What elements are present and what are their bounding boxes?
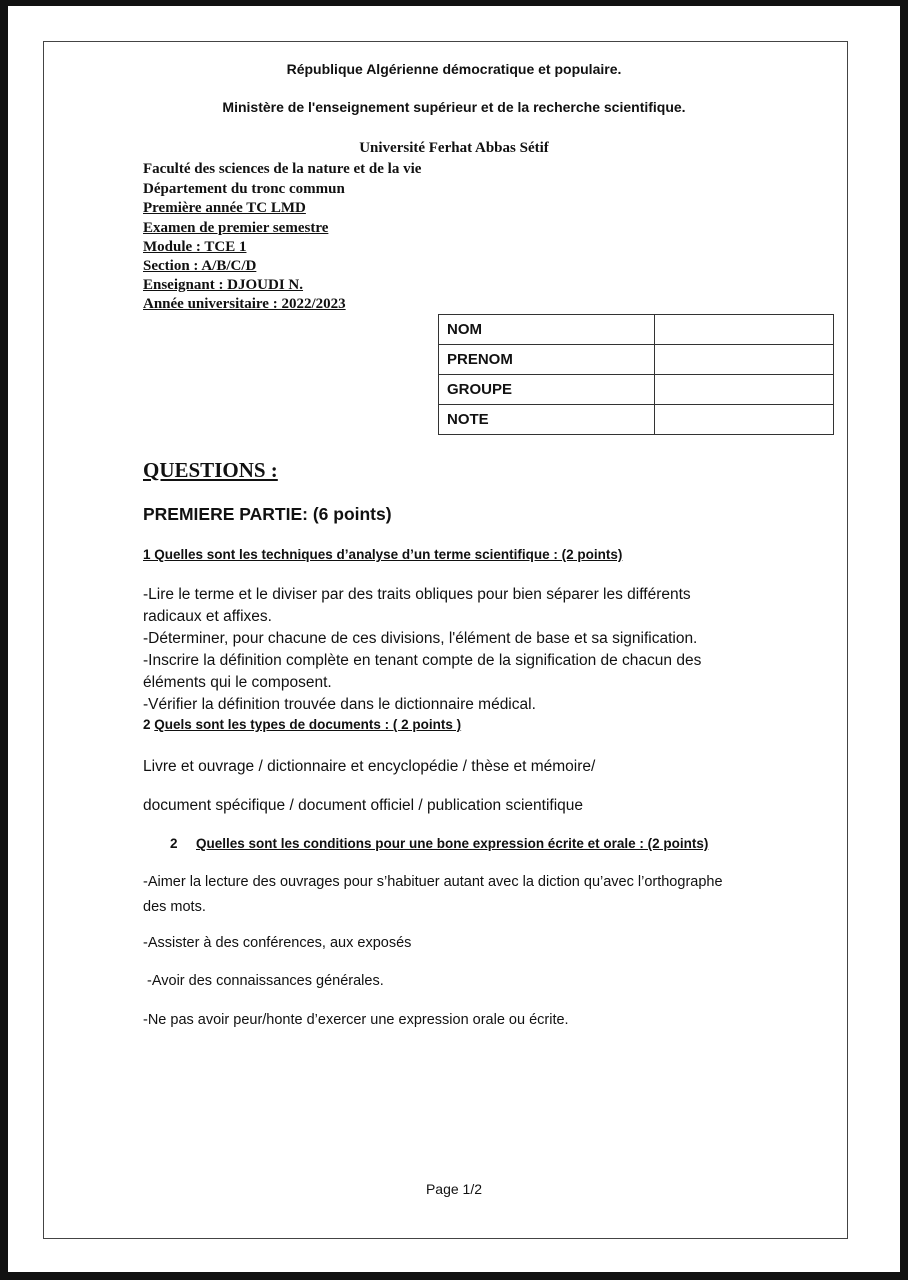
academic-year-line: Année universitaire : 2022/2023: [143, 296, 346, 312]
note-label: NOTE: [439, 405, 655, 435]
module-line: Module : TCE 1: [143, 239, 247, 255]
table-row: [439, 315, 834, 345]
note-field[interactable]: [655, 405, 834, 435]
table-row: [439, 345, 834, 375]
nom-field[interactable]: [655, 315, 834, 345]
question-2-title: [143, 717, 461, 732]
faculty-line: Faculté des sciences de la nature et de la vie: [143, 161, 422, 177]
question-3-title: [170, 836, 708, 851]
exam-page: [8, 6, 900, 1272]
nom-label: NOM: [439, 315, 655, 345]
q2-answer-line: Livre et ouvrage / dictionnaire et encyclopédie / thèse et mémoire/: [143, 758, 596, 775]
q3-answer-line: des mots.: [143, 899, 206, 915]
questions-heading: QUESTIONS :: [143, 458, 278, 482]
republic-line: République Algérienne démocratique et populaire.: [286, 61, 622, 77]
table-row: [439, 405, 834, 435]
q1-answer-line: radicaux et affixes.: [143, 608, 272, 625]
q1-answer-line: -Lire le terme et le diviser par des traits obliques pour bien séparer les différents: [143, 586, 691, 603]
teacher-line: Enseignant : DJOUDI N.: [143, 277, 304, 293]
university-name: Université Ferhat Abbas Sétif: [359, 140, 549, 156]
question-3-number: 2: [170, 836, 178, 851]
q2-answer-line: document spécifique / document officiel / publication scientifique: [143, 797, 584, 814]
question-2-text: Quels sont les types de documents : ( 2 points ): [154, 717, 462, 732]
student-identity-table: [438, 314, 834, 435]
page-number: Page 1/2: [425, 1181, 483, 1197]
section-line: Section : A/B/C/D: [143, 258, 257, 274]
year-level-line: Première année TC LMD: [143, 200, 306, 216]
q3-answer-line: -Ne pas avoir peur/honte d’exercer une expression orale ou écrite.: [143, 1012, 569, 1028]
department-line: Département du tronc commun: [143, 181, 345, 197]
q1-answer-line: éléments qui le composent.: [143, 674, 332, 691]
q3-answer-line: -Aimer la lecture des ouvrages pour s’habituer autant avec la diction qu’avec l’orthographe: [143, 874, 723, 890]
question-3-text: Quelles sont les conditions pour une bone expression écrite et orale : (2 points): [196, 836, 709, 851]
q3-answer-line: -Avoir des connaissances générales.: [143, 973, 384, 989]
exam-line: Examen de premier semestre: [143, 220, 329, 236]
groupe-field[interactable]: [655, 375, 834, 405]
part-heading: PREMIERE PARTIE: (6 points): [143, 504, 392, 524]
question-1-title: 1 Quelles sont les techniques d’analyse d’un terme scientifique : (2 points): [143, 547, 623, 562]
prenom-field[interactable]: [655, 345, 834, 375]
groupe-label: GROUPE: [439, 375, 655, 405]
prenom-label: PRENOM: [439, 345, 655, 375]
table-row: [439, 375, 834, 405]
question-2-number: 2: [143, 717, 151, 732]
q1-answer-line: -Déterminer, pour chacune de ces divisions, l'élément de base et sa signification.: [143, 630, 698, 647]
ministry-line: Ministère de l'enseignement supérieur et de la recherche scientifique.: [222, 99, 686, 115]
q1-answer-line: -Inscrire la définition complète en tenant compte de la signification de chacun des: [143, 652, 702, 669]
q3-answer-line: -Assister à des conférences, aux exposés: [143, 935, 412, 951]
q1-answer-line: -Vérifier la définition trouvée dans le dictionnaire médical.: [143, 696, 536, 713]
